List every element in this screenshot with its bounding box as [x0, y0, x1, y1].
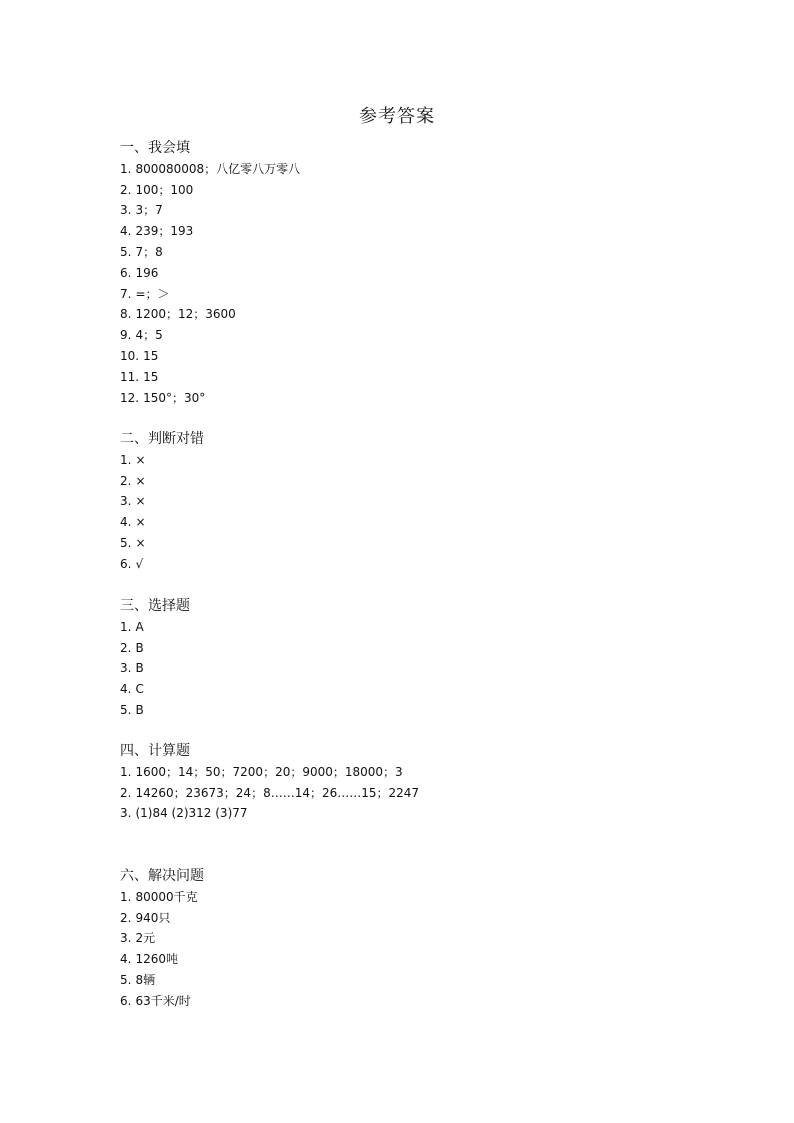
answer-item	[120, 388, 680, 409]
section-heading: 三、选择题	[120, 598, 190, 614]
answer-item	[120, 887, 680, 908]
page-title: 参考答案	[359, 106, 435, 127]
item-number: 4.	[120, 224, 132, 239]
answer-item	[120, 783, 680, 804]
item-answer: B	[135, 661, 144, 676]
section-heading: 一、我会填	[120, 140, 190, 156]
section-heading: 二、判断对错	[120, 431, 204, 447]
answer-item	[120, 991, 680, 1012]
item-number: 5.	[120, 702, 132, 717]
item-number: 9.	[120, 328, 132, 343]
item-number: 10.	[120, 348, 140, 363]
answer-item	[120, 471, 680, 492]
item-number: 2.	[120, 473, 132, 488]
answer-item	[120, 700, 680, 721]
item-number: 6.	[120, 556, 132, 571]
item-number: 2.	[120, 910, 132, 925]
item-answer: 150°；30°	[143, 390, 206, 405]
item-answer: ×	[135, 494, 146, 509]
item-answer: 3；7	[135, 203, 163, 218]
item-number: 6.	[120, 993, 132, 1008]
item-number: 7.	[120, 286, 132, 301]
item-answer: ×	[135, 535, 146, 550]
answer-item	[120, 242, 680, 263]
item-answer: 4；5	[135, 328, 163, 343]
answer-item	[120, 658, 680, 679]
item-number: 1.	[120, 889, 132, 904]
item-answer: 800080008；八亿零八万零八	[135, 161, 301, 176]
item-number: 3.	[120, 494, 132, 509]
answer-item	[120, 554, 680, 575]
item-answer: A	[135, 619, 144, 634]
answer-item	[120, 159, 680, 180]
item-answer: B	[135, 640, 144, 655]
item-number: 5.	[120, 244, 132, 259]
item-answer: (1)84 (2)312 (3)77	[135, 806, 248, 821]
answer-item	[120, 263, 680, 284]
item-answer: 1600；14；50；7200；20；9000；18000；3	[135, 764, 403, 779]
item-number: 3.	[120, 203, 132, 218]
item-answer: 100；100	[135, 182, 194, 197]
item-answer: 80000千克	[135, 889, 198, 904]
section-fill-in	[120, 138, 680, 408]
answer-item	[120, 970, 680, 991]
item-number: 1.	[120, 619, 132, 634]
answer-item	[120, 284, 680, 305]
item-number: 1.	[120, 161, 132, 176]
item-number: 5.	[120, 535, 132, 550]
item-number: 12.	[120, 390, 140, 405]
item-number: 3.	[120, 661, 132, 676]
item-answer: 940只	[135, 910, 171, 925]
item-number: 11.	[120, 369, 140, 384]
item-number: 4.	[120, 952, 132, 967]
section-heading: 六、解决问题	[120, 868, 204, 884]
answer-item	[120, 450, 680, 471]
item-answer: 239；193	[135, 224, 194, 239]
item-answer: ×	[135, 452, 146, 467]
item-number: 3.	[120, 806, 132, 821]
item-number: 3.	[120, 931, 132, 946]
answer-item	[120, 304, 680, 325]
item-number: 2.	[120, 640, 132, 655]
item-number: 6.	[120, 265, 132, 280]
item-answer: C	[135, 682, 144, 697]
item-answer: ×	[135, 515, 146, 530]
answer-item	[120, 679, 680, 700]
answer-item	[120, 533, 680, 554]
item-answer: =；＞	[135, 286, 170, 301]
answer-item	[120, 512, 680, 533]
item-answer: 2元	[135, 931, 156, 946]
item-answer: 15	[143, 369, 159, 384]
answer-item	[120, 346, 680, 367]
answer-item	[120, 180, 680, 201]
item-number: 5.	[120, 972, 132, 987]
answer-item	[120, 617, 680, 638]
answer-item	[120, 367, 680, 388]
section-multiple-choice	[120, 596, 680, 721]
item-answer: 14260；23673；24；8……14；26……15；2247	[135, 785, 420, 800]
item-number: 8.	[120, 307, 132, 322]
answer-item	[120, 928, 680, 949]
item-answer: 15	[143, 348, 159, 363]
answer-item	[120, 221, 680, 242]
answer-item	[120, 803, 680, 824]
answer-item	[120, 325, 680, 346]
item-answer: B	[135, 702, 144, 717]
item-number: 1.	[120, 764, 132, 779]
answer-item	[120, 200, 680, 221]
item-answer: 7；8	[135, 244, 163, 259]
answer-item	[120, 638, 680, 659]
answer-item	[120, 491, 680, 512]
item-answer: √	[135, 556, 144, 571]
item-answer: 1200；12；3600	[135, 307, 236, 322]
item-answer: 63千米/时	[135, 993, 191, 1008]
item-number: 2.	[120, 785, 132, 800]
section-calculation	[120, 741, 680, 824]
answer-item	[120, 908, 680, 929]
item-answer: 1260吨	[135, 952, 178, 967]
item-number: 2.	[120, 182, 132, 197]
section-heading: 四、计算题	[120, 743, 190, 759]
item-answer: 196	[135, 265, 159, 280]
item-answer: ×	[135, 473, 146, 488]
item-number: 4.	[120, 515, 132, 530]
item-number: 1.	[120, 452, 132, 467]
section-word-problems	[120, 866, 680, 1012]
answer-item	[120, 949, 680, 970]
section-true-false	[120, 429, 680, 575]
item-answer: 8辆	[135, 972, 156, 987]
item-number: 4.	[120, 682, 132, 697]
answer-item	[120, 762, 680, 783]
